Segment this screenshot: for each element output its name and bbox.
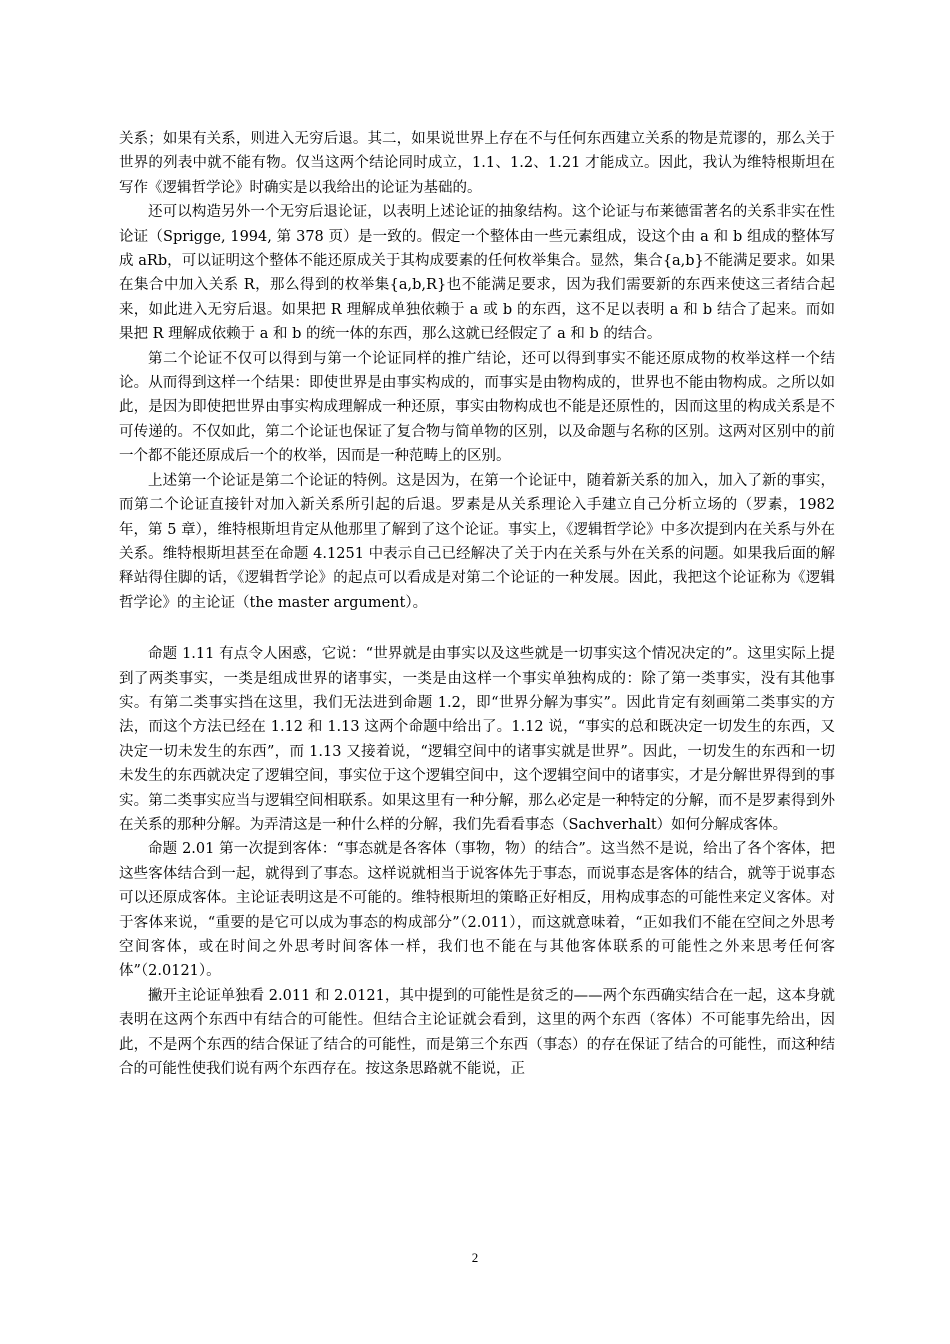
- paragraph-possibility: 撇开主论证单独看 2.011 和 2.0121，其中提到的可能性是贫乏的——两个东西确实结合在一起，这本身就表明在这两个东西中有结合的可能性。但结合主论证就会看到，这里的两个东西（客体）不可能事先给出，因此，不是两个东西的结合保证了结合的可能性，而是第三个东西（事态）的存在保证了结合的可能性，而这种结合的可能性使我们说有两个东西存在。按这条思路就不能说，正: [119, 987, 835, 1078]
- section-gap: [119, 615, 835, 642]
- paragraph-continuation: 关系；如果有关系，则进入无穷后退。其二，如果说世界上存在不与任何东西建立关系的物是荒谬的，那么关于世界的列表中就不能有物。仅当这两个结论同时成立，1.1、1.2、1.21 才能成立。因此，我认为维特根斯坦在写作《逻辑哲学论》时确实是以我给出的论证为基础的。: [119, 131, 835, 196]
- paragraph-regress-argument: 还可以构造另外一个无穷后退论证，以表明上述论证的抽象结构。这个论证与布莱德雷著名的关系非实在性论证（Sprigge, 1994, 第 378 页）是一致的。假定一个整体由一些元素组成，设这个由 a 和 b 组成的整体写成 aRb，可以证明这个整体不能还原成关于其构成要素的任何枚举集合。显然，集合{a,b}不能满足要求。如果在集合中加入关系 R，那么得到的枚举集{a,b,R}也不能满足要求，因为我们需要新的东西来使这三者结合起来，如此进入无穷后退。如果把 R 理解成单独依赖于 a 或 b 的东西，这不足以表明 a 和 b 结合了起来。而如果把 R 理解成依赖于 a 和 b 的统一体的东西，那么这就已经假定了 a 和 b 的结合。: [119, 204, 835, 343]
- paragraph-proposition-1-11: 命题 1.11 有点令人困惑，它说：“世界就是由事实以及这些就是一切事实这个情况决定的”。这里实际上提到了两类事实，一类是组成世界的诸事实，一类是由这样一个事实单独构成的：除了第一类事实，没有其他事实。有第二类事实挡在这里，我们无法进到命题 1.2，即“世界分解为事实”。因此肯定有刻画第二类事实的方法，而这个方法已经在 1.12 和 1.13 这两个命题中给出了。1.12 说，“事实的总和既决定一切发生的东西，又决定一切未发生的东西”，而 1.13 又接着说，“逻辑空间中的诸事实就是世界”。因此，一切发生的东西和一切未发生的东西就决定了逻辑空间，事实位于这个逻辑空间中，这个逻辑空间中的诸事实，才是分解世界得到的事实。第二类事实应当与逻辑空间相联系。如果这里有一种分解，那么必定是一种特定的分解，而不是罗素得到外在关系的那种分解。为弄清这是一种什么样的分解，我们先看看事态（Sachverhalt）如何分解成客体。: [119, 646, 835, 833]
- body-text: [119, 127, 835, 1081]
- page-number: 2: [471, 1250, 479, 1265]
- paragraph-master-argument: 上述第一个论证是第二个论证的特例。这是因为，在第一个论证中，随着新关系的加入，加入了新的事实，而第二个论证直接针对加入新关系所引起的后退。罗素是从关系理论入手建立自己分析立场的（罗素，1982 年，第 5 章），维特根斯坦肯定从他那里了解到了这个论证。事实上，《逻辑哲学论》中多次提到内在关系与外在关系。维特根斯坦甚至在命题 4.1251 中表示自己已经解决了关于内在关系与外在关系的问题。如果我后面的解释站得住脚的话，《逻辑哲学论》的起点可以看成是对第二个论证的一种发展。因此，我把这个论证称为《逻辑哲学论》的主论证（the master argument）。: [119, 472, 835, 611]
- paragraph-proposition-2-01: 命题 2.01 第一次提到客体：“事态就是各客体（事物，物）的结合”。这当然不是说，给出了各个客体，把这些客体结合到一起，就得到了事态。这样说就相当于说客体先于事态，而说事态是客体的结合，就等于说事态可以还原成客体。主论证表明这是不可能的。维特根斯坦的策略正好相反，用构成事态的可能性来定义客体。对于客体来说，“重要的是它可以成为事态的构成部分”（2.011），而这就意味着，“正如我们不能在空间之外思考空间客体，或在时间之外思考时间客体一样，我们也不能在与其他客体联系的可能性之外来思考任何客体”（2.0121）。: [119, 841, 835, 980]
- paragraph-second-argument: 第二个论证不仅可以得到与第一个论证同样的推广结论，还可以得到事实不能还原成物的枚举这样一个结论。从而得到这样一个结果：即使世界是由事实构成的，而事实是由物构成的，世界也不能由物构成。之所以如此，是因为即使把世界由事实构成理解成一种还原，事实由物构成也不能是还原性的，因而这里的构成关系是不可传递的。不仅如此，第二个论证也保证了复合物与简单物的区别，以及命题与名称的区别。这两对区别中的前一个都不能还原成后一个的枚举，因而是一种范畴上的区别。: [119, 350, 835, 465]
